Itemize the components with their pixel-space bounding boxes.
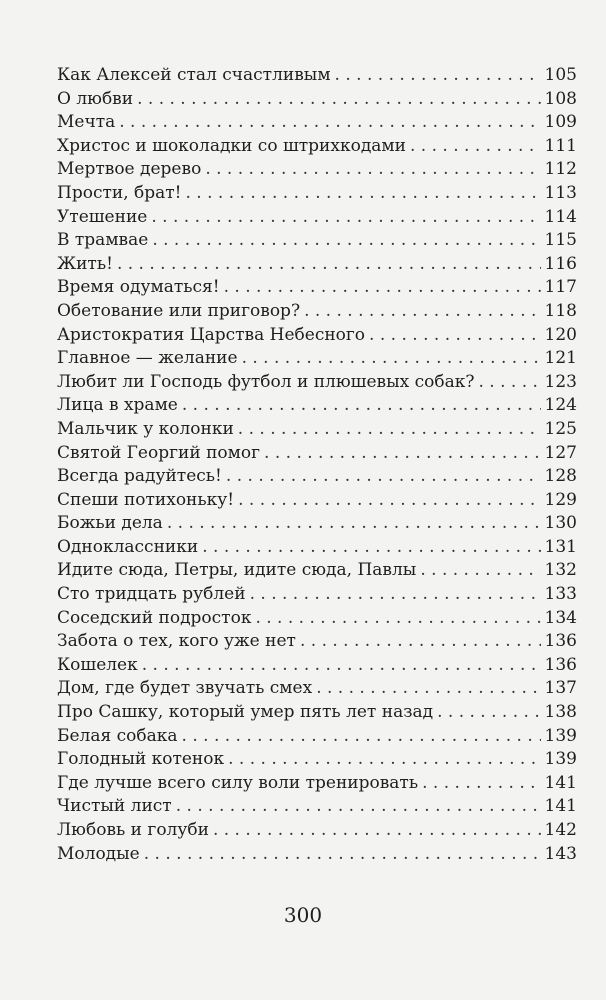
toc-dot-leader [238, 418, 541, 442]
toc-entry-title: Время одуматься! [57, 277, 220, 298]
toc-entry [57, 253, 577, 277]
toc-dot-leader [316, 677, 540, 701]
toc-entry [57, 725, 577, 749]
toc-entry-page: 141 [544, 796, 577, 817]
toc-entry-page: 125 [544, 418, 577, 439]
page-number: 300 [283, 903, 323, 927]
toc-dot-leader [176, 795, 541, 819]
toc-entry [57, 795, 577, 819]
toc-dot-leader [304, 300, 540, 324]
toc-entry-page: 114 [544, 206, 577, 227]
toc-dot-leader [152, 229, 540, 253]
toc-entry-page: 113 [544, 182, 577, 203]
toc-entry-title: Спеши потихоньку! [57, 489, 235, 510]
toc-dot-leader [242, 347, 541, 371]
toc-dot-leader [369, 324, 541, 348]
toc-entry-title: Христос и шоколадки со штрихкодами [57, 135, 406, 156]
table-of-contents [57, 64, 577, 866]
toc-entry-page: 129 [544, 489, 577, 510]
toc-entry-title: Божьи дела [57, 513, 163, 534]
toc-entry-page: 105 [544, 65, 577, 85]
toc-entry [57, 677, 577, 701]
toc-dot-leader [238, 489, 540, 513]
toc-dot-leader [420, 559, 540, 583]
toc-entry [57, 583, 577, 607]
toc-entry-page: 139 [544, 725, 577, 746]
toc-entry-page: 117 [544, 277, 577, 298]
toc-dot-leader [182, 725, 541, 749]
toc-entry-page: 137 [544, 678, 577, 699]
toc-entry-page: 120 [544, 324, 577, 345]
toc-entry-title: Одноклассники [57, 536, 199, 557]
toc-entry [57, 512, 577, 536]
toc-dot-leader [167, 512, 541, 536]
toc-entry [57, 229, 577, 253]
toc-entry-title: Прости, брат! [57, 182, 182, 203]
toc-entry-page: 141 [544, 772, 577, 793]
toc-entry-title: Белая собака [57, 725, 178, 746]
toc-entry [57, 843, 577, 867]
toc-entry-page: 138 [544, 702, 577, 723]
toc-entry-title: Забота о тех, кого уже нет [57, 631, 296, 652]
toc-entry [57, 206, 577, 230]
toc-entry [57, 607, 577, 631]
toc-entry-title: Про Сашку, который умер пять лет назад [57, 702, 434, 723]
toc-entry-page: 112 [544, 159, 577, 180]
toc-entry-title: Святой Георгий помог [57, 442, 261, 463]
toc-entry [57, 748, 577, 772]
toc-entry-page: 124 [544, 395, 577, 416]
toc-dot-leader [144, 843, 541, 867]
toc-entry [57, 630, 577, 654]
toc-entry [57, 559, 577, 583]
toc-entry [57, 276, 577, 300]
toc-entry [57, 300, 577, 324]
toc-entry [57, 135, 577, 159]
toc-dot-leader [410, 135, 541, 159]
toc-entry-title: Лица в храме [57, 395, 178, 416]
toc-entry-title: В трамвае [57, 230, 149, 251]
toc-dot-leader [213, 819, 541, 843]
toc-dot-leader [151, 206, 540, 230]
toc-dot-leader [250, 583, 541, 607]
toc-dot-leader [224, 276, 541, 300]
toc-entry-title: Как Алексей стал счастливым [57, 65, 331, 85]
toc-entry [57, 324, 577, 348]
toc-entry-page: 118 [544, 300, 577, 321]
toc-entry-title: Обетование или приговор? [57, 300, 301, 321]
toc-dot-leader [142, 654, 541, 678]
toc-entry [57, 88, 577, 112]
toc-entry [57, 442, 577, 466]
toc-dot-leader [437, 701, 540, 725]
toc-dot-leader [226, 465, 541, 489]
toc-entry-title: Кошелек [57, 654, 138, 675]
toc-entry [57, 819, 577, 843]
toc-entry [57, 64, 577, 88]
toc-entry-title: Соседский подросток [57, 607, 252, 628]
toc-entry-title: Где лучше всего силу воли тренировать [57, 772, 419, 793]
toc-entry-title: Главное — желание [57, 348, 238, 369]
toc-entry-page: 115 [544, 230, 577, 251]
toc-entry-page: 130 [544, 513, 577, 534]
toc-dot-leader [117, 253, 541, 277]
toc-entry-page: 133 [544, 584, 577, 605]
toc-entry-page: 128 [544, 466, 577, 487]
toc-entry-title: Утешение [57, 206, 148, 227]
toc-entry-title: Идите сюда, Петры, идите сюда, Павлы [57, 560, 417, 581]
toc-entry-page: 123 [544, 371, 577, 392]
toc-entry [57, 772, 577, 796]
toc-dot-leader [119, 111, 540, 135]
toc-entry [57, 347, 577, 371]
toc-entry-page: 108 [544, 88, 577, 109]
toc-entry-title: Мечта [57, 112, 116, 133]
toc-entry-page: 132 [544, 560, 577, 581]
toc-dot-leader [137, 88, 540, 112]
toc-entry [57, 418, 577, 442]
toc-entry [57, 371, 577, 395]
toc-dot-leader [335, 64, 541, 88]
toc-entry-title: Мальчик у колонки [57, 418, 234, 439]
toc-entry-title: Любовь и голуби [57, 820, 209, 840]
toc-entry-title: Дом, где будет звучать смех [57, 678, 313, 699]
toc-entry [57, 701, 577, 725]
toc-entry-page: 111 [544, 135, 577, 156]
toc-entry-title: Молодые [57, 843, 140, 864]
toc-entry-page: 134 [544, 607, 577, 628]
toc-entry-page: 116 [544, 253, 577, 274]
toc-entry-page: 142 [544, 820, 577, 840]
toc-entry [57, 489, 577, 513]
toc-dot-leader [264, 442, 541, 466]
toc-entry-title: Любит ли Господь футбол и плюшевых собак? [57, 371, 475, 392]
toc-entry-title: О любви [57, 88, 134, 109]
toc-entry-page: 136 [544, 654, 577, 675]
toc-entry-page: 127 [544, 442, 577, 463]
toc-entry-page: 136 [544, 631, 577, 652]
toc-dot-leader [422, 772, 540, 796]
toc-entry-title: Сто тридцать рублей [57, 584, 246, 605]
toc-entry [57, 536, 577, 560]
toc-entry [57, 182, 577, 206]
toc-dot-leader [202, 536, 540, 560]
toc-entry-title: Аристократия Царства Небесного [57, 324, 366, 345]
toc-dot-leader [478, 371, 540, 395]
toc-dot-leader [205, 158, 540, 182]
toc-entry [57, 654, 577, 678]
toc-entry-title: Жить! [57, 253, 113, 274]
toc-entry-page: 109 [544, 112, 577, 133]
toc-entry-page: 143 [544, 843, 577, 864]
toc-dot-leader [186, 182, 541, 206]
toc-entry-page: 121 [544, 348, 577, 369]
toc-entry [57, 465, 577, 489]
toc-dot-leader [182, 394, 541, 418]
toc-entry [57, 394, 577, 418]
toc-entry-page: 131 [544, 536, 577, 557]
toc-entry-title: Чистый лист [57, 796, 172, 817]
toc-dot-leader [300, 630, 541, 654]
toc-entry [57, 158, 577, 182]
toc-entry-title: Голодный котенок [57, 749, 225, 770]
toc-entry-title: Мертвое дерево [57, 159, 202, 180]
toc-dot-leader [255, 607, 540, 631]
toc-entry [57, 111, 577, 135]
toc-dot-leader [228, 748, 540, 772]
toc-entry-page: 139 [544, 749, 577, 770]
toc-entry-title: Всегда радуйтесь! [57, 466, 222, 487]
